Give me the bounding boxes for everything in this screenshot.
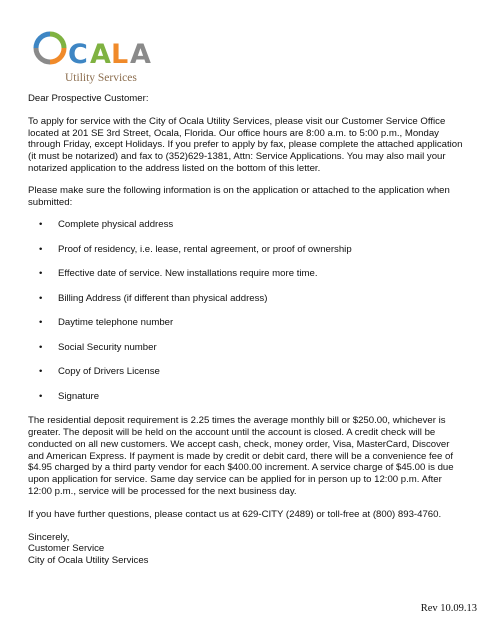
list-item [28, 391, 468, 403]
logo-letter-a: A [90, 39, 111, 70]
logo-o-ring [36, 34, 64, 62]
logo-subtitle: Utility Services [65, 72, 137, 84]
list-item [28, 293, 468, 305]
list-intro-paragraph: Please make sure the following information is on the application or attached to the application when submitted: [28, 184, 450, 208]
closing-sincerely: Sincerely, [28, 531, 70, 543]
list-item [28, 366, 468, 378]
list-item [28, 219, 468, 231]
ocala-logo [30, 26, 170, 88]
list-item [28, 244, 468, 256]
list-item-text: Effective date of service. New installations require more time. [58, 268, 318, 280]
requirements-list [28, 219, 468, 402]
list-item-text: Daytime telephone number [58, 317, 174, 329]
list-item [28, 268, 468, 280]
list-item-text: Copy of Drivers License [58, 366, 160, 378]
list-item [28, 342, 468, 354]
list-item-text: Billing Address (if different than physical address) [58, 292, 268, 304]
questions-paragraph: If you have further questions, please contact us at 629-CITY (2489) or toll-free at (800) 893-4760. [28, 508, 442, 520]
closing-block [28, 532, 468, 567]
letter-body [28, 93, 468, 567]
deposit-paragraph: The residential deposit requirement is 2.25 times the average monthly bill or $250.00, whichever is greater. The deposit will be held on the account until the account is closed. A credit check will be conducted on all new customers. We accept cash, check, money order, Visa, MasterCard, Discover and American Express. If payment is made by credit or debit card, there will be a convenience fee of $4.95 charged by a third party vendor for each $400.00 increment. A service charge of $45.00 is due upon application for service. Same day service can be applied for in person up to 12:00 p.m. After 12:00 p.m., service will be processed for the next business day. [28, 415, 454, 498]
bullet-icon: • [39, 317, 43, 329]
logo-letter-a-2: A [130, 39, 151, 70]
revision-label: Rev 10.09.13 [420, 603, 477, 614]
list-item [28, 317, 468, 329]
closing-department: Customer Service [28, 543, 105, 555]
list-item-text: Signature [58, 390, 100, 402]
salutation: Dear Prospective Customer: [28, 93, 149, 104]
bullet-icon: • [39, 292, 43, 304]
bullet-icon: • [39, 268, 43, 280]
bullet-icon: • [39, 219, 43, 231]
bullet-icon: • [39, 243, 43, 255]
list-item-text: Complete physical address [58, 219, 174, 231]
ocala-logo-graphic [30, 26, 170, 88]
list-item-text: Social Security number [58, 341, 157, 353]
intro-paragraph: To apply for service with the City of Ocala Utility Services, please visit our Customer Service Office located at 201 SE 3rd Street, Ocala, Florida. Our office hours are 8:00 a.m. to 5:00 p.m., Monday through Friday, except Holidays. If you prefer to apply by fax, please complete the attached application (it must be notarized) and fax to (352)629-1381, Attn: Service Applications. You may also mail your notarized application to the address listed on the bottom of this letter. [28, 115, 463, 174]
logo-letter-l: L [111, 39, 129, 70]
list-item-text: Proof of residency, i.e. lease, rental agreement, or proof of ownership [58, 243, 352, 255]
bullet-icon: • [39, 390, 43, 402]
logo-letter-c: C [68, 39, 88, 70]
bullet-icon: • [39, 341, 43, 353]
bullet-icon: • [39, 366, 43, 378]
closing-organization: City of Ocala Utility Services [28, 555, 149, 567]
